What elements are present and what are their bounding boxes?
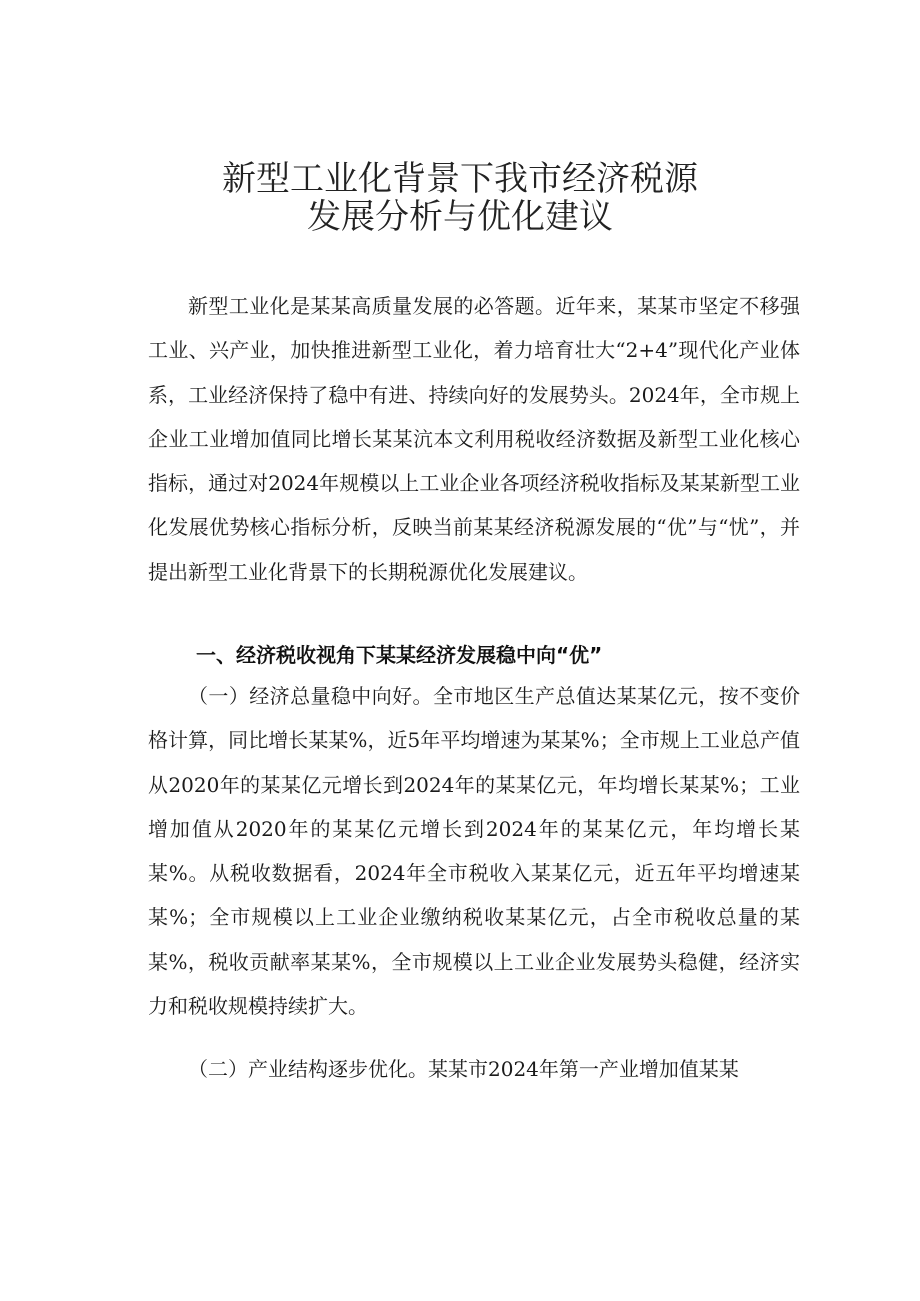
section-paragraph-1: （一）经济总量稳中向好。全市地区生产总值达某某亿元，按不变价格计算，同比增长某某%，近5年平均增速为某某%；全市规上工业总产值从2020年的某某亿元增长到2024年的某某亿元，年均增长某某%；工业增加值从2020年的某某亿元增长到2024年的某某亿元，年均增长某某%。从税收数据看，2024年全市税收入某某亿元，近五年平均增速某某%；全市规模以上工业企业缴纳税收某某亿元，占全市税收总量的某某%，税收贡献率某某%，全市规模以上工业企业发展势头稳健，经济实力和税收规模持续扩大。 — [148, 684, 800, 1019]
section-heading: 一、经济税收视角下某某经济发展稳中向“优” — [196, 643, 603, 667]
intro-paragraph: 新型工业化是某某高质量发展的必答题。近年来，某某市坚定不移强工业、兴产业，加快推进新型工业化，着力培育壮大“2+4”现代化产业体系，工业经济保持了稳中有进、持续向好的发展势头。2024年，全市规上企业工业增加值同比增长某某沆本文利用税收经济数据及新型工业化核心指标，通过对2024年规模以上工业企业各项经济税收指标及某某新型工业化发展优势核心指标分析，反映当前某某经济税源发展的“优”与“忧”，并提出新型工业化背景下的长期税源优化发展建议。 — [148, 294, 800, 584]
title-line-2: 发展分析与优化建议 — [307, 197, 613, 237]
section-paragraph-2: （二）产业结构逐步优化。某某市2024年第一产业增加值某某 — [188, 1057, 739, 1081]
title-line-1: 新型工业化背景下我市经济税源 — [222, 159, 698, 199]
document-title — [0, 160, 920, 236]
